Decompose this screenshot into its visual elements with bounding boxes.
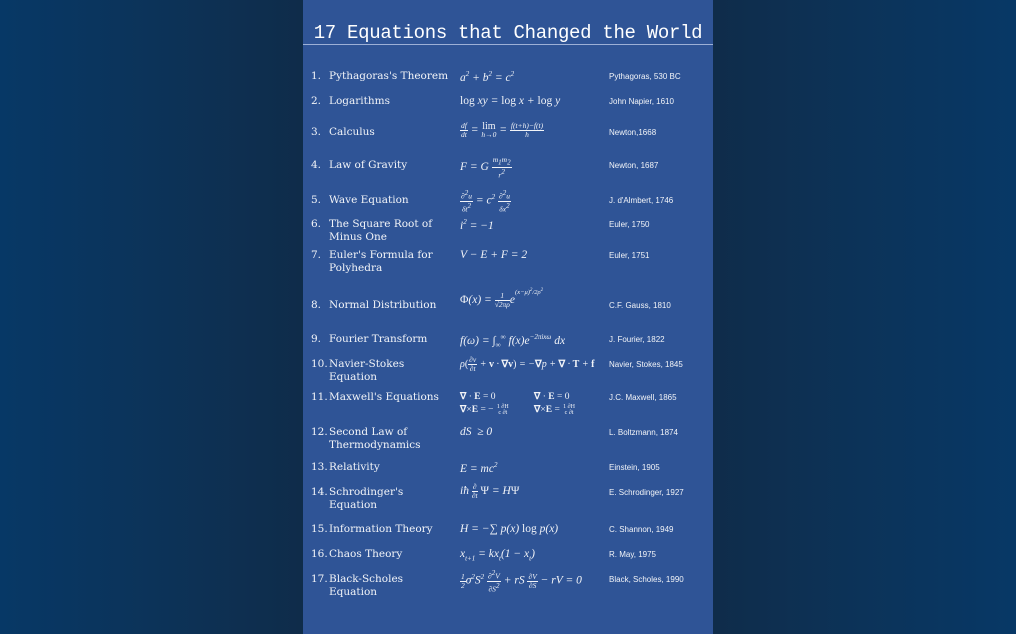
equation-name: Relativity [329, 461, 380, 473]
equation-number: 2. [311, 95, 322, 107]
equation-number: 16. [311, 548, 328, 560]
equation-name: Information Theory [329, 523, 433, 535]
equation-name [329, 486, 459, 512]
equation-name-line: Euler's Formula for [329, 249, 433, 261]
equation-name-line: Equation [329, 586, 378, 598]
equation-number: 14. [311, 486, 328, 498]
equation-formula: $E = mc^2$ [460, 461, 498, 475]
equation-formula: F = G $\frac{m_1m_2}{r^2}$ [460, 155, 511, 179]
equation-name-line: Polyhedra [329, 262, 383, 274]
equation-name-line: Thermodynamics [329, 439, 421, 451]
equation-name-line: Equation [329, 499, 378, 511]
equation-credit: Black, Scholes, 1990 [609, 575, 684, 584]
equation-name: Fourier Transform [329, 333, 428, 345]
equation-name-line: Equation [329, 371, 378, 383]
equation-credit: John Napier, 1610 [609, 97, 674, 106]
equation-name: Pythagoras's Theorem [329, 70, 449, 82]
poster-title: 17 Equations that Changed the World [313, 22, 703, 44]
equation-name: Calculus [329, 126, 375, 138]
equation-name-line: Black-Scholes [329, 573, 404, 585]
equation-credit: Pythagoras, 530 BC [609, 72, 681, 81]
equation-formula: $\frac{1}{2}$ $\sigma^2S^2$ $\frac{\partial^2V}{\partial S^2}$ + rS $\frac{\partial V}{\partial S}$ − rV = 0 [461, 569, 582, 593]
equation-formula: ∇ · E = 0 ∇×E = − 1 ∂H c ∂t ∇ · E = 0 ∇×E = 1 ∂H c ∂t [460, 392, 575, 416]
equation-name-line: Minus One [329, 231, 387, 243]
equation-credit: J. d'Almbert, 1746 [609, 196, 674, 205]
equation-name: Maxwell's Equations [329, 391, 439, 403]
equation-number: 6. [311, 218, 322, 230]
equation-number: 13. [311, 461, 328, 473]
equation-formula: iħ $\frac{\partial}{\partial t}$ Ψ = HΨ [460, 482, 520, 500]
equation-formula: $x_{t+1} = kx_t(1 - x_t)$ [460, 548, 535, 563]
equation-credit: Einstein, 1905 [609, 463, 660, 472]
equation-number: 1. [311, 70, 322, 82]
equation-number: 10. [311, 358, 328, 370]
equation-formula: log xy = log x + log y [460, 95, 561, 107]
equation-formula: $i^2 = -1$ [460, 218, 494, 232]
equation-credit: J. Fourier, 1822 [609, 335, 665, 344]
equation-formula: Φ(x) = $\frac{1}{√2\pi\rho}$ $e^{(x-\mu)^2/2\rho^2}$ [460, 288, 544, 309]
equation-number: 15. [311, 523, 328, 535]
equation-name: Wave Equation [329, 194, 409, 206]
equation-name [329, 426, 459, 452]
equation-formula: dS ≥ 0 [460, 426, 493, 438]
equation-formula: $a^2 + b^2 = c^2$ [460, 70, 515, 84]
equation-credit: Navier, Stokes, 1845 [609, 360, 683, 369]
equation-name-line: Second Law of [329, 426, 408, 438]
equation-credit: Euler, 1750 [609, 220, 650, 229]
equation-credit: J.C. Maxwell, 1865 [609, 393, 677, 402]
equation-formula: $\frac{\partial^2u}{\delta t^2}$ = $c^2$ $\frac{\partial^2u}{\delta x^2}$ [461, 189, 510, 213]
equation-number: 3. [311, 126, 322, 138]
equation-name-line: The Square Root of [329, 218, 433, 230]
equation-name-line: Navier-Stokes [329, 358, 405, 370]
equation-credit: R. May, 1975 [609, 550, 656, 559]
equation-number: 8. [311, 299, 322, 311]
equation-number: 4. [311, 159, 322, 171]
equation-credit: C. Shannon, 1949 [609, 525, 674, 534]
equation-name: Chaos Theory [329, 548, 403, 560]
equation-name [329, 358, 459, 384]
equation-credit: C.F. Gauss, 1810 [609, 301, 671, 310]
equation-credit: Newton,1668 [609, 128, 657, 137]
equation-formula: $\frac{df}{dt}$ = lim h→0 = $\frac{f(t+h)-f(t)}{h}$ [461, 120, 544, 139]
equation-name [329, 218, 459, 244]
equation-formula: ρ( $\frac{\partial v}{\partial t}$ + v · ∇v) = −∇p + ∇ · T + f [460, 355, 595, 373]
equation-number: 12. [311, 426, 328, 438]
equation-number: 5. [311, 194, 322, 206]
equation-formula: $f(\omega) = \int_\infty^\infty$ $f(x)e^{-2\pi ix\omega}$ dx [460, 333, 566, 350]
equation-name [329, 573, 459, 599]
equation-number: 9. [311, 333, 322, 345]
equation-credit: Newton, 1687 [609, 161, 659, 170]
equation-name: Normal Distribution [329, 299, 437, 311]
title-divider [303, 44, 713, 45]
equations-poster [303, 0, 713, 634]
equation-name: Law of Gravity [329, 159, 408, 171]
equation-name-line: Schrodinger's [329, 486, 404, 498]
equation-credit: E. Schrodinger, 1927 [609, 488, 684, 497]
equation-formula: V − E + F = 2 [460, 249, 528, 261]
equation-credit: Euler, 1751 [609, 251, 650, 260]
equation-number: 11. [311, 391, 328, 403]
equation-name: Logarithms [329, 95, 390, 107]
equation-credit: L. Boltzmann, 1874 [609, 428, 678, 437]
equation-number: 7. [311, 249, 322, 261]
equation-number: 17. [311, 573, 328, 585]
equation-name [329, 249, 459, 275]
equation-formula: H = −∑ p(x) log p(x) [460, 523, 559, 535]
